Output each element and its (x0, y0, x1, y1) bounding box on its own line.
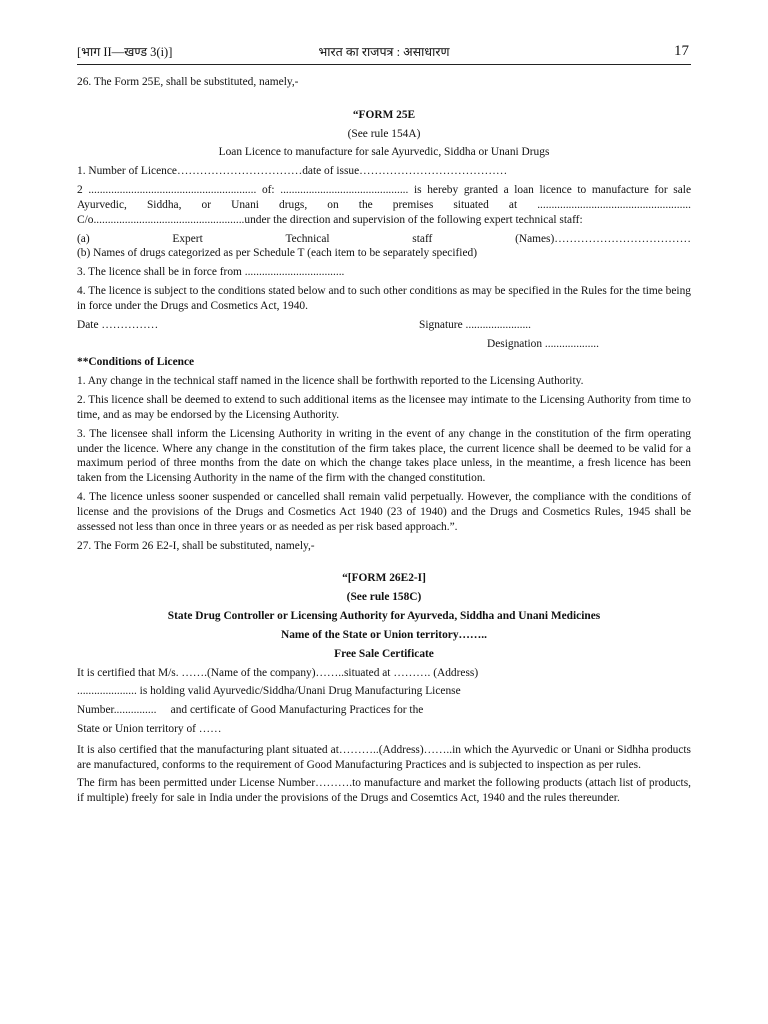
item-a-word-names: (Names)……………………………… (515, 232, 691, 245)
form25e-item-b: (b) Names of drugs categorized as per Schedule T (each item to be separately specified) (77, 247, 477, 260)
header-part-section: [भाग II—खण्ड 3(i)] (77, 45, 173, 59)
form26-paragraph-2: The firm has been permitted under License Number……….to manufacture and market the following products (attach list of products, if multiple) freely for sale in India under the provisions of the Drugs and Cosemtics Act, 1940 and the rules thereunder. (77, 777, 691, 805)
condition-4: 4. The licence unless sooner suspended or cancelled shall remain valid perpetually. However, the compliance with the conditions of license and the provisions of the Drugs and Cosmetics Act 1940 (23 of 1940) and the Drugs and Cosmetics Rules, 1945 shall be assessed not less than once in three years or as needed as per risk based approach.”. (77, 491, 691, 533)
form26-title: “[FORM 26E2-I] (342, 572, 426, 585)
item-a-word-staff: staff (412, 232, 433, 245)
form25e-item-3: 3. The licence shall be in force from ................................... (77, 266, 345, 279)
date-signature-row (77, 318, 691, 333)
form26-intro: 27. The Form 26 E2-I, shall be substituted, namely,- (77, 539, 315, 552)
item-a-word-technical: Technical (285, 232, 330, 245)
form25e-rule: (See rule 154A) (347, 127, 421, 140)
page-number: 17 (674, 43, 689, 59)
form26-line-2: ..................... is holding valid Ayurvedic/Siddha/Unani Drug Manufacturing License (77, 685, 461, 698)
form26-rule: (See rule 158C) (346, 591, 422, 604)
form26-paragraph-1: It is also certified that the manufacturing plant situated at………..(Address)……..in which the Ayurvedic or Unani or Sidhha products are manufactured, conforms to the requirement of Good Manufacturing Practices and is subjected to inspection as per rules. (77, 743, 691, 771)
form26-line-3: Number............... and certificate of Good Manufacturing Practices for the (77, 704, 424, 717)
form25e-item-2: 2 ........................................................... of: ............................................. is hereby granted a loan licence to manufacture for sale Ayurvedic, Siddha, or Unani drugs, on the premises situated at ...................................................... C/o.....................................................under the direction and supervision of the following expert technical staff: (77, 184, 691, 226)
form26-line-4: State or Union territory of …… (77, 722, 222, 735)
form25e-item-4: 4. The licence is subject to the conditions stated below and to such other conditions as may be specified in the Rules for the time being in force under the Drugs and Cosmetics Act, 1940. (77, 285, 691, 312)
document-body (77, 75, 691, 810)
condition-1: 1. Any change in the technical staff named in the licence shall be forthwith reported to the Licensing Authority. (77, 375, 584, 388)
signature-field: Signature ....................... (419, 318, 531, 331)
form26-line-1: It is certified that M/s. …….(Name of the company)……..situated at ………. (Address) (77, 666, 479, 679)
form26-certificate-title: Free Sale Certificate (334, 647, 434, 660)
form26-state: Name of the State or Union territory…….. (280, 628, 488, 641)
page-header (77, 42, 691, 65)
header-gazette-title: भारत का राजपत्र : असाधारण (318, 45, 450, 59)
form26-authority: State Drug Controller or Licensing Authority for Ayurveda, Siddha and Unani Medicines (167, 610, 601, 623)
condition-3: 3. The licensee shall inform the Licensing Authority in writing in the event of any change in the constitution of the firm operating under the licence. Where any change in the constitution of the firm takes place, the current licence shall be deemed to be valid for a maximum period of three months from the date on which the change takes place unless, in the meantime, a fresh licence has been taken from the Licensing Authority in the name of the firm with the changed constitution. (77, 427, 691, 485)
date-field: Date …………… (77, 318, 159, 331)
designation-field: Designation ................... (487, 337, 599, 350)
form25e-subtitle: Loan Licence to manufacture for sale Ayurvedic, Siddha or Unani Drugs (218, 146, 550, 159)
item-a-word-expert: Expert (172, 232, 203, 245)
item-a-label: (a) (77, 232, 90, 245)
form25e-title: “FORM 25E (352, 108, 416, 121)
conditions-title: **Conditions of Licence (77, 356, 195, 369)
condition-2: 2. This licence shall be deemed to extend to such additional items as the licensee may intimate to the Licensing Authority from time to time, and as may be endorsed by the Licensing Authority. (77, 394, 691, 421)
form25e-intro: 26. The Form 25E, shall be substituted, namely,- (77, 76, 299, 88)
form25e-item-1: 1. Number of Licence……………………………date of issue………………………………… (77, 165, 508, 178)
form25e-item-a (77, 232, 691, 247)
